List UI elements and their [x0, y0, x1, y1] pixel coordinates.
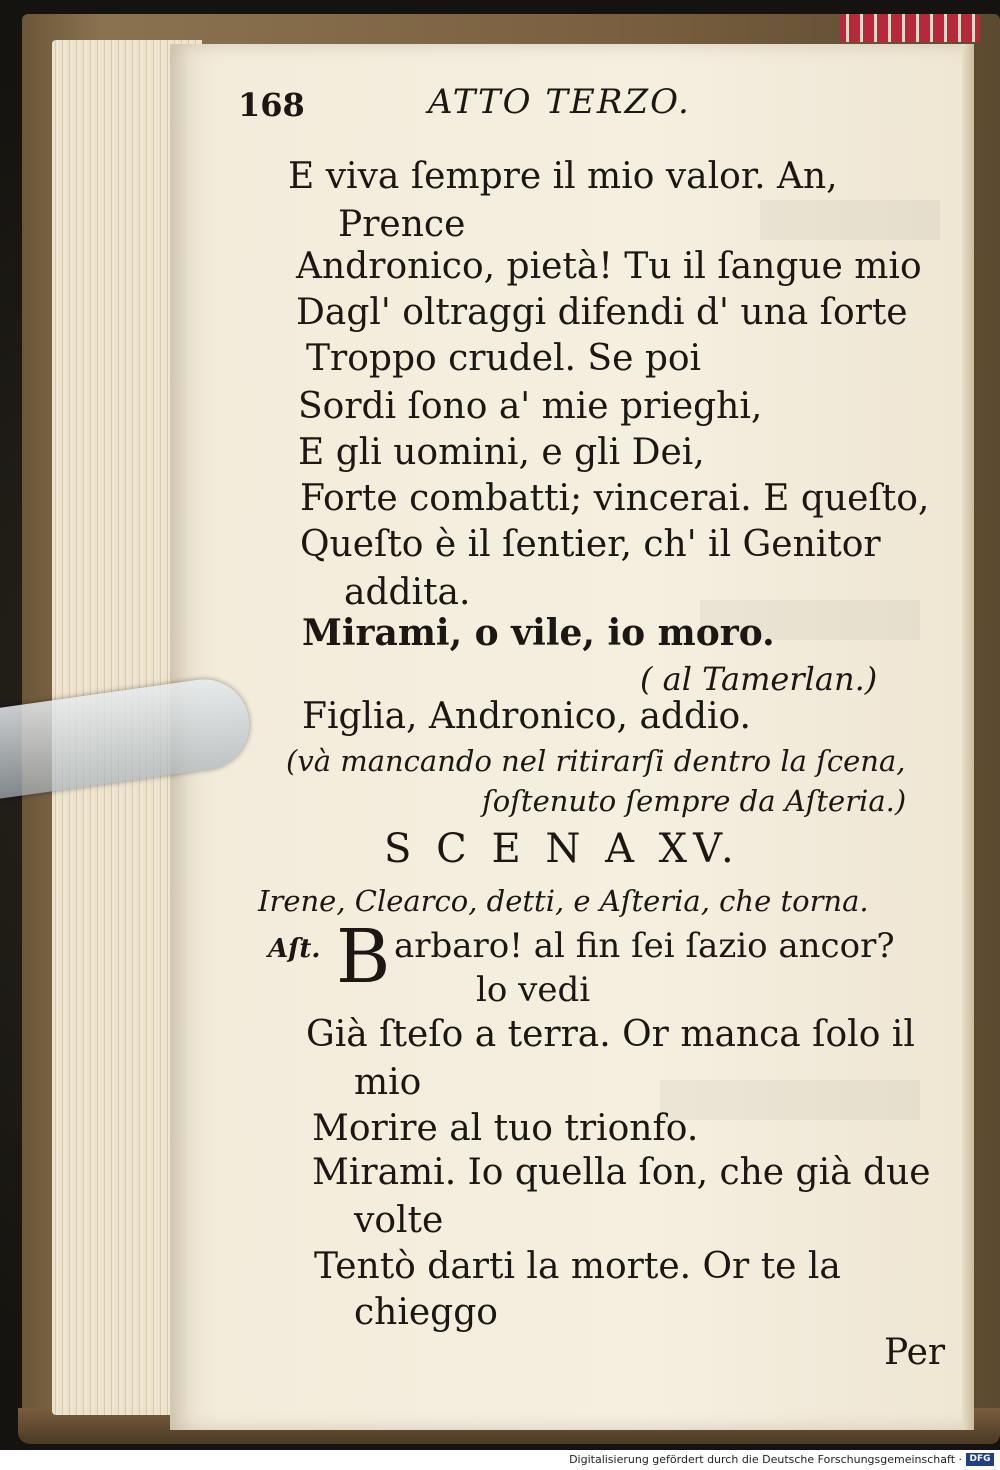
scene-heading: S C E N A XV.	[384, 826, 740, 872]
verse-line: lo vedi	[476, 970, 591, 1010]
verse-line: Queſto è il ſentier, ch' il Genitor	[300, 524, 881, 565]
verse-line: chieggo	[354, 1292, 498, 1333]
verse-line: E viva ſempre il mio valor. An,	[288, 156, 838, 197]
verse-line: E gli uomini, e gli Dei,	[298, 432, 705, 473]
running-title: ATTO TERZO.	[428, 82, 691, 122]
stage-direction: ſoſtenuto ſempre da Aſteria.)	[482, 784, 907, 818]
verse-line: Mirami, o vile, io moro.	[302, 612, 775, 654]
verse-line: volte	[354, 1200, 444, 1241]
bookmark-ribbon	[840, 14, 980, 42]
bleed-through-mark	[660, 1080, 920, 1120]
dfg-logo: DFG	[966, 1453, 994, 1466]
catchword: Per	[884, 1332, 946, 1373]
verse-line: Già ſteſo a terra. Or manca ſolo il	[306, 1014, 915, 1055]
verse-line: Morire al tuo trionfo.	[312, 1108, 699, 1149]
verse-line: Prence	[338, 204, 466, 245]
verse-line: Dagl' oltraggi difendi d' una ſorte	[296, 292, 908, 333]
verse-line: Mirami. Io quella ſon, che già due	[312, 1152, 931, 1193]
verse-line: Sordi ſono a' mie prieghi,	[298, 386, 763, 427]
stage-direction: (và mancando nel ritirarſi dentro la ſcena,	[286, 744, 906, 778]
page-right-edge	[962, 44, 974, 1430]
verse-line: arbaro! al fin ſei ſazio ancor?	[394, 926, 895, 966]
bleed-through-mark	[760, 200, 940, 240]
verse-line: Figlia, Andronico, addio.	[302, 696, 751, 737]
speaker-label: Aſt.	[268, 934, 321, 964]
verse-line: Troppo crudel. Se poi	[306, 338, 702, 379]
footer-credit: Digitalisierung gefördert durch die Deutsche Forschungsgemeinschaft ·	[569, 1453, 962, 1466]
page-number: 168	[238, 86, 305, 124]
verse-line: mio	[354, 1062, 422, 1103]
verse-line: Forte combatti; vincerai. E queſto,	[300, 478, 930, 519]
scene-characters: Irene, Clearco, detti, e Aſteria, che torna.	[258, 884, 869, 918]
drop-cap: B	[336, 914, 391, 1000]
verse-line: addita.	[344, 572, 471, 613]
verse-line: Tentò darti la morte. Or te la	[314, 1246, 841, 1287]
verse-line: Andronico, pietà! Tu il ſangue mio	[296, 246, 922, 287]
stage-direction: ( al Tamerlan.)	[640, 660, 878, 698]
